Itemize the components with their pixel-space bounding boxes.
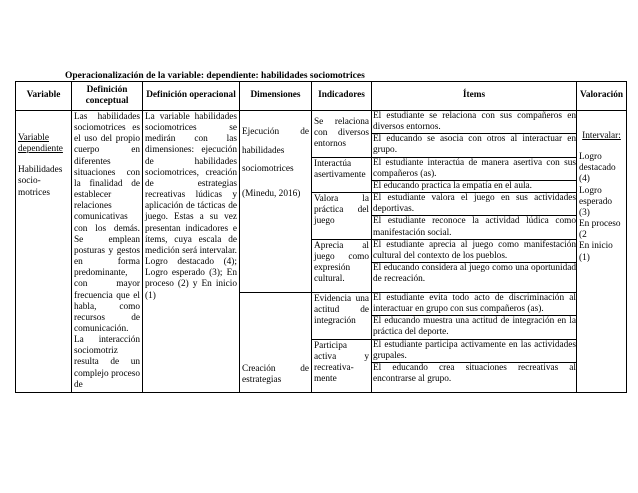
header-definicion-conceptual: Definición conceptual xyxy=(72,82,143,111)
header-indicadores: Indicadores xyxy=(312,82,372,111)
indicator-cell: Se relaciona con diversos entornos xyxy=(312,111,372,158)
item-text: El educando crea situaciones recreativas al encontrarse al grupo. xyxy=(373,363,576,385)
item-text: El educando se asocia con otros al interactuar en grupo. xyxy=(373,134,576,156)
dimension-name: Ejecución de habilidades sociomotrices xyxy=(242,127,309,175)
valoracion-level: En inicio (1) xyxy=(579,241,613,263)
items-cell xyxy=(372,157,577,192)
indicator-cell: Participa activa y recreativa-mente xyxy=(312,339,372,392)
indicator-cell: Valora la práctica del juego xyxy=(312,193,372,240)
variable-cell xyxy=(16,111,72,393)
item-text: El estudiante valora el juego en sus actividades deportivas. xyxy=(372,193,576,216)
dimension-name: Creación de estrategias xyxy=(242,363,309,385)
items-cell xyxy=(372,239,577,292)
header-variable: Variable xyxy=(16,82,72,111)
dimension-source: (Minedu, 2016) xyxy=(242,188,301,199)
item-text: El estudiante evita todo acto de discriminación al interactuar en grupo con sus compañeros (as). xyxy=(372,293,576,316)
item-text: El estudiante participa activamente en las actividades grupales. xyxy=(372,340,576,363)
header-row xyxy=(16,82,627,111)
operationalization-table xyxy=(15,81,627,393)
variable-name: Habilidades socio-motrices xyxy=(18,165,63,198)
indicator-cell: Evidencia una actitud de integración xyxy=(312,292,372,339)
definicion-conceptual-cell: Las habilidades sociomotrices es el uso del propio cuerpo en diferentes situaciones con la finalidad de establecer relaciones comunicativas con los demás. Se emplean posturas y gestos en forma predominante, con mayor frecuencia que el habla, como recursos de comunicación. La interacción sociomotriz resulta de un complejo proceso de xyxy=(72,111,143,393)
item-text: El educando considera al juego como una oportunidad de recreación. xyxy=(373,263,576,285)
header-definicion-operacional: Definición operacional xyxy=(143,82,240,111)
header-items: Ítems xyxy=(372,82,577,111)
items-cell xyxy=(372,193,577,240)
item-text: El educando muestra una actitud de integración en la práctica del deporte. xyxy=(373,316,576,338)
valoracion-level: Logro esperado (3) xyxy=(579,185,613,218)
item-text: El educando practica la empatía en el aula. xyxy=(373,180,532,191)
items-cell xyxy=(372,339,577,392)
item-text: El estudiante reconoce la actividad lúdica como manifestación social. xyxy=(373,216,576,238)
valoracion-level: Logro destacado (4) xyxy=(579,152,616,185)
table-row xyxy=(16,111,627,158)
indicator-cell: Aprecia al juego como expresión cultural. xyxy=(312,239,372,292)
item-text: El estudiante aprecia al juego como manifestación cultural del contexto de los pueblos. xyxy=(372,240,576,263)
document-title: Operacionalización de la variable: dependiente: habilidades sociomotrices xyxy=(65,71,365,81)
header-valoracion: Valoración xyxy=(577,82,627,111)
items-cell xyxy=(372,111,577,158)
valoracion-level: En proceso (2 xyxy=(579,219,621,241)
items-cell xyxy=(372,292,577,339)
valoracion-label: Intervalar: xyxy=(582,131,621,141)
variable-type: Variable dependiente xyxy=(18,133,63,155)
item-text: El estudiante se relaciona con sus compañeros en diversos entornos. xyxy=(372,111,576,134)
dimension-creacion xyxy=(240,292,312,392)
dimension-ejecucion xyxy=(240,111,312,293)
indicator-cell: Interactúa asertivamente xyxy=(312,157,372,192)
item-text: El estudiante interactúa de manera asertiva con sus compañeros (as). xyxy=(372,158,576,181)
definicion-operacional-cell: La variable habilidades sociomotrices se medirán con las dimensiones: ejecución de habilidades sociomotrices, creación de estrategias recreativas lúdicas y aplicación de tácticas de juego. Estas a su vez presentan indicadores e ítems, cuya escala de medición será intervalar. Logro destacado (4); Logro esperado (3); En proceso (2) y En inicio (1) xyxy=(143,111,240,393)
header-dimensiones: Dimensiones xyxy=(240,82,312,111)
valoracion-cell xyxy=(577,111,627,393)
